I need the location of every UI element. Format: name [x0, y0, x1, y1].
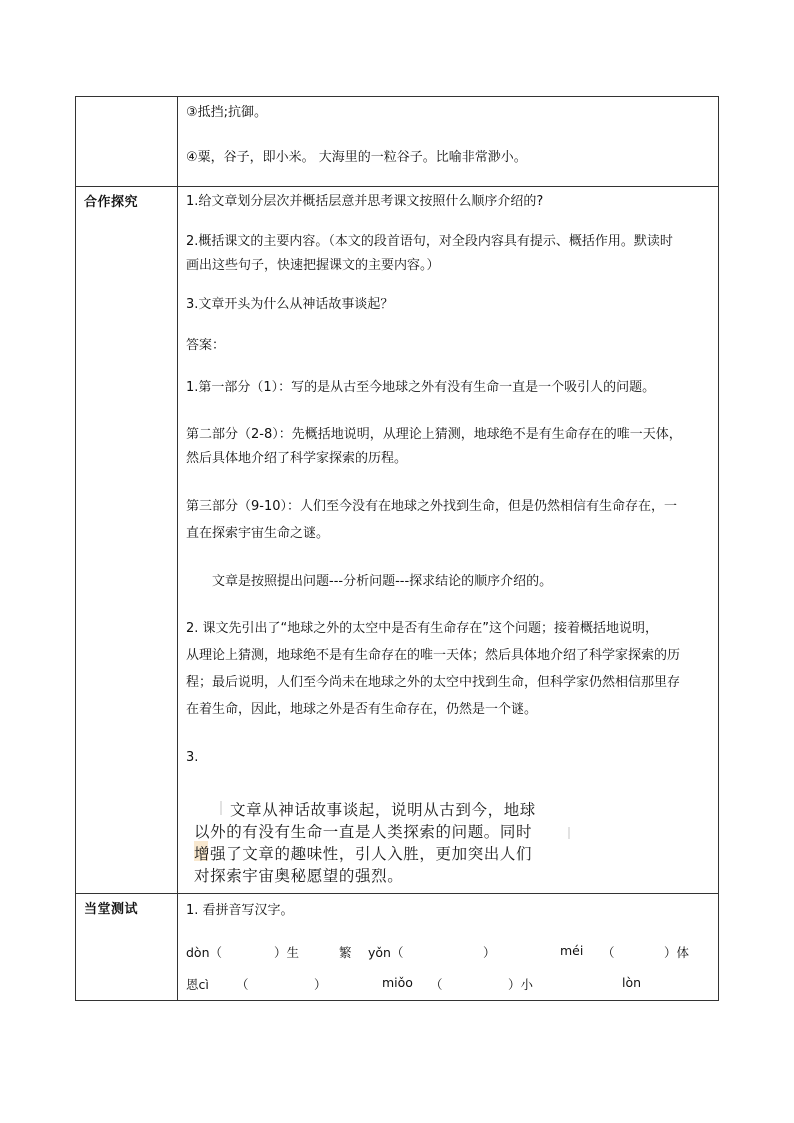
answer-line: 程；最后说明，人们至今尚未在地球之外的太空中找到生命，但科学家仍然相信那里存: [186, 675, 681, 690]
pinyin-part: dòn（: [186, 945, 223, 960]
question-line: 画出这些句子，快速把握课文的主要内容。）: [186, 258, 440, 273]
pinyin-part: ）体: [664, 945, 690, 960]
pinyin-part: ）小: [508, 977, 534, 992]
row-label-test: 当堂测试: [84, 902, 139, 917]
meaning-item: ③抵挡;抗御。: [186, 105, 268, 120]
pinyin-part: yǒn（: [368, 945, 404, 960]
scanned-text-line: 对探索宇宙奥秘愿望的强烈。: [194, 867, 404, 885]
answer-line: 1.第一部分（1）：写的是从古至今地球之外有没有生命一直是一个吸引人的问题。: [186, 380, 656, 395]
pinyin-part: 繁: [339, 945, 352, 960]
row-divider: [76, 893, 718, 894]
pinyin-part: miǒo: [382, 975, 413, 990]
pinyin-part: 恩cì: [186, 977, 209, 992]
question-line: 1.给文章划分层次并概括层意并思考课文按照什么顺序介绍的?: [186, 194, 544, 209]
pinyin-line: [186, 943, 712, 965]
scanned-answer-image: [194, 797, 586, 883]
pinyin-part: （: [430, 977, 443, 992]
answer-line: 从理论上猜测，地球绝不是有生命存在的唯一天体；然后具体地介绍了科学家探索的历: [186, 648, 681, 663]
scanned-text-line: 增强了文章的趣味性，引人入胜，更加突出人们: [194, 845, 533, 863]
answer-line: 2. 课文先引出了“地球之外的太空中是否有生命存在”这个问题；接着概括地说明，: [186, 621, 659, 636]
answer-line: 第二部分（2-8）：先概括地说明，从理论上猜测，地球绝不是有生命存在的唯一天体，: [186, 427, 682, 442]
pinyin-part: ）: [314, 977, 327, 992]
answer-line: 直在探索宇宙生命之谜。: [186, 526, 330, 541]
answer-line: 文章是按照提出问题---分析问题---探求结论的顺序介绍的。: [212, 574, 553, 589]
answer-line: 3.: [186, 750, 199, 765]
question-line: 2.概括课文的主要内容。（本文的段首语句，对全段内容具有提示、概括作用。默读时: [186, 234, 673, 249]
answer-label: 答案：: [186, 338, 226, 353]
worksheet-table: [75, 96, 719, 1001]
pinyin-part: méi: [560, 943, 584, 958]
pinyin-part: （: [602, 945, 615, 960]
row-label-cooperation: 合作探究: [84, 195, 139, 210]
answer-line: 在着生命，因此，地球之外是否有生命存在，仍然是一个谜。: [186, 702, 538, 717]
answer-line: 然后具体地介绍了科学家探索的历程。: [186, 451, 408, 466]
scan-artifact: [220, 801, 222, 815]
scan-artifact: [568, 827, 570, 839]
question-line: 3.文章开头为什么从神话故事谈起？: [186, 297, 394, 312]
test-instruction: 1. 看拼音写汉字。: [186, 903, 294, 918]
pinyin-part: （: [236, 977, 249, 992]
scanned-text-line: 以外的有没有生命一直是人类探索的问题。同时: [194, 823, 533, 841]
meaning-item: ④粟，谷子，即小米。 大海里的一粒谷子。比喻非常渺小。: [186, 150, 527, 165]
answer-line: 第三部分（9-10）：人们至今没有在地球之外找到生命，但是仍然相信有生命存在，一: [186, 499, 678, 514]
pinyin-part: ）生: [274, 945, 300, 960]
row-divider: [76, 186, 718, 187]
scanned-text-line: 文章从神话故事谈起，说明从古到今，地球: [230, 801, 536, 819]
pinyin-line: [186, 975, 712, 997]
pinyin-part: lòn: [622, 975, 642, 990]
column-divider: [177, 97, 178, 1000]
pinyin-part: ）: [483, 945, 496, 960]
